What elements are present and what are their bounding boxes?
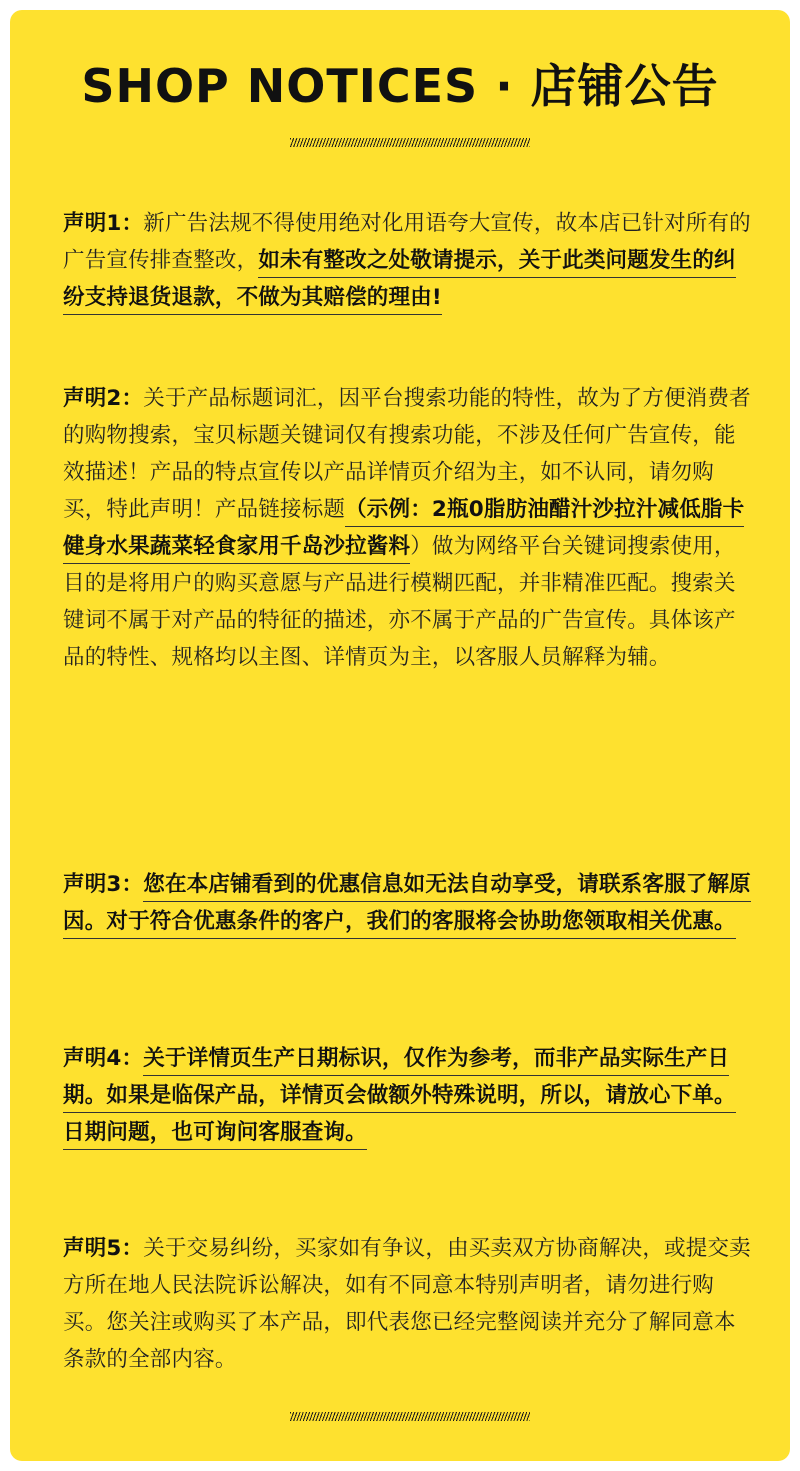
notice-highlight: 如未有整改之处敬请提示，关于此类问题发生的纠纷支持退货退款，不做为其赔偿的理由! <box>63 248 736 315</box>
notice-5 <box>63 1230 753 1378</box>
notice-highlight: 关于详情页生产日期标识，仅作为参考，而非产品实际生产日期。如果是临保产品，详情页会做额外特殊说明，所以，请放心下单。日期问题，也可询问客服查询。 <box>63 1046 736 1150</box>
notice-highlight: （示例：2瓶0脂肪油醋汁沙拉汁减低脂卡健身水果蔬菜轻食家用千岛沙拉酱料 <box>63 497 744 564</box>
notice-label: 声明3： <box>63 872 144 897</box>
notice-4 <box>63 1040 753 1151</box>
notice-text: 关于交易纠纷，买家如有争议，由买卖双方协商解决，或提交卖方所在地人民法院诉讼解决，如有不同意本特别声明者，请勿进行购买。您关注或购买了本产品，即代表您已经完整阅读并充分了解同意本条款的全部内容。 <box>63 1236 751 1372</box>
notice-label: 声明2： <box>63 386 144 411</box>
notice-label: 声明5： <box>63 1236 144 1261</box>
notice-highlight: 您在本店铺看到的优惠信息如无法自动享受，请联系客服了解原因。对于符合优惠条件的客户，我们的客服将会协助您领取相关优惠。 <box>63 872 751 939</box>
page-title: SHOP NOTICES · 店铺公告 <box>81 59 719 113</box>
notice-label: 声明1： <box>63 211 144 236</box>
notice-1 <box>63 205 753 316</box>
notice-text: 关于产品标题词汇，因平台搜索功能的特性，故为了方便消费者的购物搜索，宝贝标题关键词仅有搜索功能，不涉及任何广告宣传，能效描述！产品的特点宣传以产品详情页介绍为主，如不认同，请勿购买，特此声明！产品链接标题 <box>63 386 751 522</box>
notice-panel <box>10 10 790 1461</box>
notice-label: 声明4： <box>63 1046 144 1071</box>
hatch-divider-top <box>290 138 530 147</box>
notice-2 <box>63 380 753 676</box>
notice-text: 新广告法规不得使用绝对化用语夸大宣传，故本店已针对所有的广告宣传排查整改， <box>63 211 751 273</box>
notice-3 <box>63 866 753 940</box>
hatch-divider-bottom <box>290 1412 530 1421</box>
notice-text-after: ）做为网络平台关键词搜索使用，目的是将用户的购买意愿与产品进行模糊匹配，并非精准匹配。搜索关键词不属于对产品的特征的描述，亦不属于产品的广告宣传。具体该产品的特性、规格均以主图、详情页为主，以客服人员解释为辅。 <box>63 534 736 670</box>
